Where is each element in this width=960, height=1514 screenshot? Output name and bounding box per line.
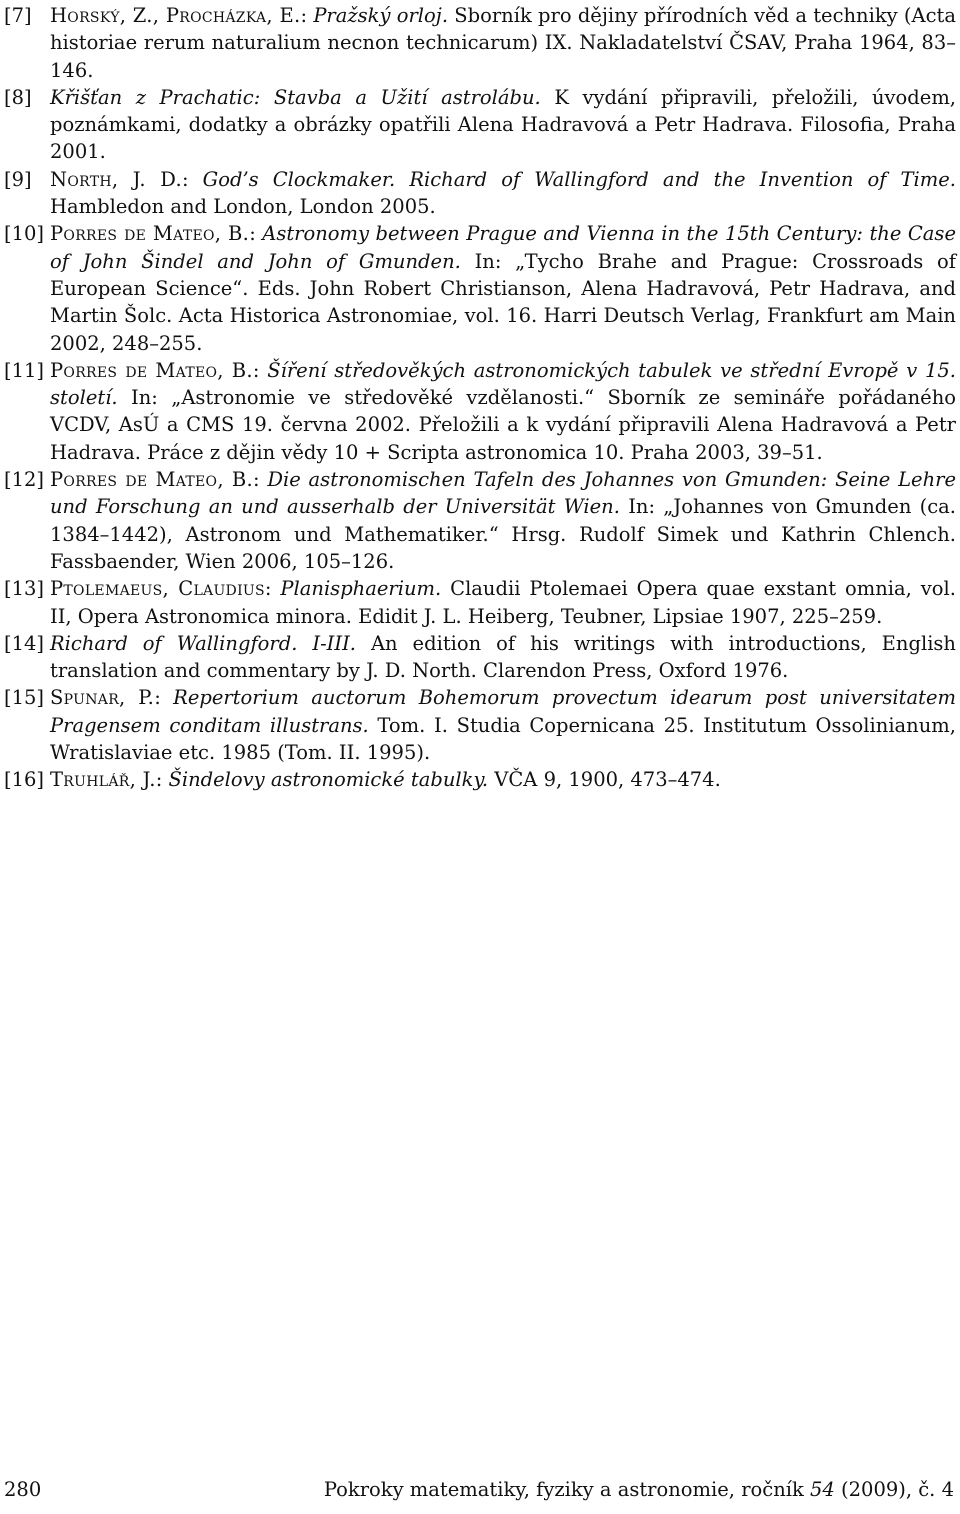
reference-details: : xyxy=(253,468,268,492)
reference-details: In: „Astronomie ve středověké vzdělanosti.“ Sborník ze semináře pořádaného VCDV, AsÚ a CMS 19. června 2002. Přeložili a k vydání připravili Alena Hadravová a Petr Hadrava. Práce z dějin vědy 10 + Scripta astronomica 10. Praha 2003, 39–51. xyxy=(50,386,956,464)
reference-text xyxy=(50,220,956,356)
reference-details: In: „Johannes von Gmunden (ca. 1384–1442), Astronom und Mathematiker.“ Hrsg. Rudolf Simek und Kathrin Chlench. Fassbaender, Wien 2006, 105–126. xyxy=(50,495,956,573)
page-number: 280 xyxy=(4,1478,42,1501)
reference-text xyxy=(50,684,956,766)
reference-details: In: „Tycho Brahe and Prague: Crossroads of European Science“. Eds. John Robert Christianson, Alena Hadravová, Petr Hadrava, and Martin Šolc. Acta Historica Astronomiae, vol. 16. Harri Deutsch Verlag, Frankfurt am Main 2002, 248–255. xyxy=(50,249,956,355)
reference-author: Porres de Mateo, B. xyxy=(50,468,254,492)
page-footer xyxy=(4,1478,954,1506)
reference-item xyxy=(4,357,956,466)
journal-name: Pokroky matematiky, fyziky a astronomie, ročník xyxy=(323,1478,810,1501)
reference-title: Pražský orloj. xyxy=(313,4,449,27)
reference-text xyxy=(50,575,956,630)
reference-title: Šíření středověkých astronomických tabulek ve střední Evropě v 15. století. xyxy=(50,358,956,410)
reference-text xyxy=(50,357,956,466)
reference-author: Spunar, P. xyxy=(50,686,155,710)
reference-number: [7] xyxy=(4,4,32,27)
reference-title: God’s Clockmaker. Richard of Wallingford and the Invention of Time. xyxy=(202,167,956,191)
reference-item xyxy=(4,166,956,221)
reference-number: [14] xyxy=(4,631,45,655)
reference-item xyxy=(4,84,956,166)
reference-details: VČA 9, 1900, 473–474. xyxy=(488,768,721,792)
reference-details: : xyxy=(264,577,281,601)
reference-details: Sborník pro dějiny přírodních věd a techniky (Acta historiae rerum naturalium necnon technicarum) IX. Nakladatelství ČSAV, Praha 1964, 83–146. xyxy=(50,4,956,82)
reference-title: Šindelovy astronomické tabulky. xyxy=(168,768,489,792)
reference-title: Křišťan z Prachatic: Stavba a Užití astrolábu. xyxy=(50,85,541,109)
reference-item xyxy=(4,630,956,685)
reference-item xyxy=(4,2,956,84)
reference-details: Claudii Ptolemaei Opera quae exstant omnia, vol. II, Opera Astronomica minora. Edidit J. L. Heiberg, Teubner, Lipsiae 1907, 225–259. xyxy=(50,577,956,628)
reference-details: : xyxy=(155,768,169,792)
reference-details: K vydání připravili, přeložili, úvodem, poznámkami, dodatky a obrázky opatřili Alena Hadravová a Petr Hadrava. Filosofia, Praha 2001. xyxy=(50,85,957,164)
reference-text xyxy=(50,466,956,575)
reference-item xyxy=(4,766,956,793)
reference-text xyxy=(50,166,956,221)
reference-author: Horský, Z., Procházka, E. xyxy=(50,4,301,27)
reference-title: Richard of Wallingford. I-III. xyxy=(50,631,356,655)
reference-number: [15] xyxy=(4,686,45,710)
reference-details: Tom. I. Studia Copernicana 25. Institutum Ossolinianum, Wratislaviae etc. 1985 (Tom. II. 1995). xyxy=(50,713,956,765)
reference-item xyxy=(4,220,956,356)
reference-number: [12] xyxy=(4,468,45,492)
reference-details: Hambledon and London, London 2005. xyxy=(50,195,436,219)
reference-details: : xyxy=(300,4,314,27)
reference-item xyxy=(4,575,956,630)
reference-number: [8] xyxy=(4,85,32,109)
reference-author: Porres de Mateo, B. xyxy=(50,358,253,382)
journal-issue: (2009), č. 4 xyxy=(834,1478,954,1501)
reference-title: Die astronomischen Tafeln des Johannes von Gmunden: Seine Lehre und Forschung an und ausserhalb der Universität Wien. xyxy=(50,468,956,519)
reference-details: : xyxy=(182,167,203,191)
reference-author: North, J. D. xyxy=(50,167,182,191)
reference-title: Repertorium auctorum Bohemorum provectum idearum post universitatem Pragensem conditam illustrans. xyxy=(50,686,956,737)
reference-title: Planisphaerium. xyxy=(280,577,442,601)
reference-details: An edition of his writings with introductions, English translation and commentary by J. D. North. Clarendon Press, Oxford 1976. xyxy=(50,631,956,683)
reference-number: [13] xyxy=(4,577,45,601)
reference-item xyxy=(4,466,956,575)
reference-author: Ptolemaeus, Claudius xyxy=(50,577,265,601)
reference-text xyxy=(50,84,956,166)
reference-number: [11] xyxy=(4,358,45,382)
reference-details: : xyxy=(252,358,268,382)
reference-number: [10] xyxy=(4,222,45,246)
reference-item xyxy=(4,684,956,766)
reference-text xyxy=(50,766,956,793)
reference-list xyxy=(4,2,956,794)
journal-reference xyxy=(324,1478,954,1501)
reference-text xyxy=(50,2,956,84)
reference-details: : xyxy=(249,222,263,246)
reference-details: : xyxy=(154,686,174,710)
reference-title: Astronomy between Prague and Vienna in the 15th Century: the Case of John Šindel and John of Gmunden. xyxy=(50,222,956,273)
reference-text xyxy=(50,630,956,685)
reference-number: [16] xyxy=(4,768,45,792)
reference-author: Porres de Mateo, B. xyxy=(50,222,250,246)
reference-number: [9] xyxy=(4,167,32,191)
reference-author: Truhlář, J. xyxy=(50,768,156,792)
journal-volume: 54 xyxy=(810,1478,835,1501)
